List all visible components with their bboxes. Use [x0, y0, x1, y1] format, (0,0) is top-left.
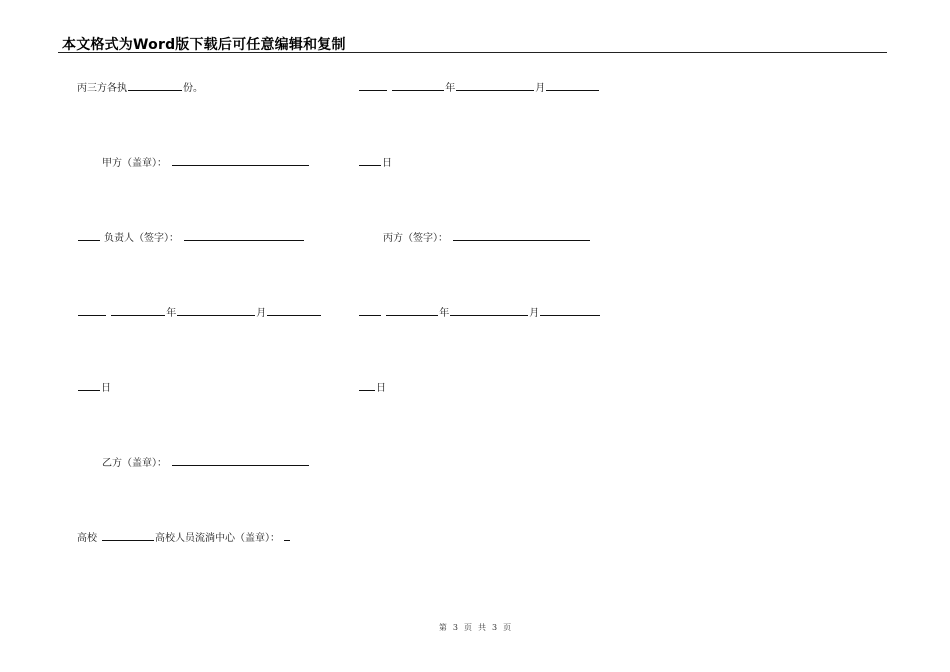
left-month-blank	[177, 304, 255, 316]
footer-unit-1: 页	[464, 623, 472, 632]
copies-text: 丙三方各执	[77, 83, 127, 94]
right-date-line-2	[358, 304, 601, 321]
right-day-blank-2	[540, 304, 600, 316]
right-day-blank-1	[546, 79, 599, 91]
left-day-label: 日	[101, 383, 111, 394]
left-month-label: 月	[256, 308, 267, 319]
footer-mid: 共	[478, 623, 486, 632]
right-year-blank-b-1	[392, 79, 444, 91]
right-day-line-2	[358, 379, 386, 396]
left-year-blank-b	[111, 304, 165, 316]
right-day-line-1	[358, 154, 392, 171]
right-month-blank-2	[450, 304, 528, 316]
left-day-line	[77, 379, 111, 396]
right-year-blank-b-2	[386, 304, 438, 316]
right-day-blank-b	[359, 379, 375, 391]
right-month-label-1: 月	[535, 83, 546, 94]
party-a-seal-line	[102, 154, 310, 171]
responsible-person-blank	[184, 229, 304, 241]
left-year-blank-a	[78, 304, 106, 316]
footer-prefix: 第	[438, 623, 447, 632]
responsible-person-line	[77, 229, 305, 246]
party-b-seal-line	[102, 454, 310, 471]
footer-unit-2: 页	[503, 623, 512, 632]
party-c-sign-label: 丙方（签字）：	[383, 233, 448, 244]
right-date-line-1	[358, 79, 600, 96]
copies-blank	[128, 79, 182, 91]
right-year-blank-a-1	[359, 79, 387, 91]
right-year-label-1: 年	[445, 83, 456, 94]
party-c-sign-line	[383, 229, 591, 246]
right-year-label-2: 年	[439, 308, 450, 319]
footer-page-number: 3	[452, 623, 458, 632]
right-day-label-1: 日	[382, 158, 392, 169]
right-year-blank-a-2	[359, 304, 381, 316]
responsible-person-label: 负责人（签字）：	[104, 233, 179, 244]
party-c-sign-blank	[453, 229, 590, 241]
right-day-label-2: 日	[376, 383, 386, 394]
right-day-blank-a	[359, 154, 381, 166]
left-year-label: 年	[166, 308, 177, 319]
header-divider	[58, 52, 887, 53]
footer-total-pages: 3	[492, 623, 498, 632]
right-month-label-2: 月	[529, 308, 540, 319]
copies-unit: 份。	[183, 83, 203, 94]
party-b-seal-label: 乙方（盖章）：	[102, 458, 167, 469]
party-a-seal-blank	[172, 154, 309, 166]
left-date-line	[77, 304, 322, 321]
right-month-blank-1	[456, 79, 534, 91]
university-line	[77, 529, 291, 546]
mobility-center-label: 高校人员流淌中心（盖章）：	[155, 533, 280, 544]
left-day-blank	[267, 304, 321, 316]
party-b-seal-blank	[172, 454, 309, 466]
document-header-title: 本文格式为Word版下载后可任意编辑和复制	[62, 37, 346, 53]
copies-line	[77, 79, 203, 96]
responsible-prefix-blank	[78, 229, 100, 241]
mobility-center-blank	[284, 529, 290, 541]
left-day-blank-2	[78, 379, 100, 391]
university-label: 高校	[77, 533, 97, 544]
party-a-seal-label: 甲方（盖章）：	[102, 158, 167, 169]
page-footer	[0, 622, 950, 633]
university-blank	[102, 529, 154, 541]
